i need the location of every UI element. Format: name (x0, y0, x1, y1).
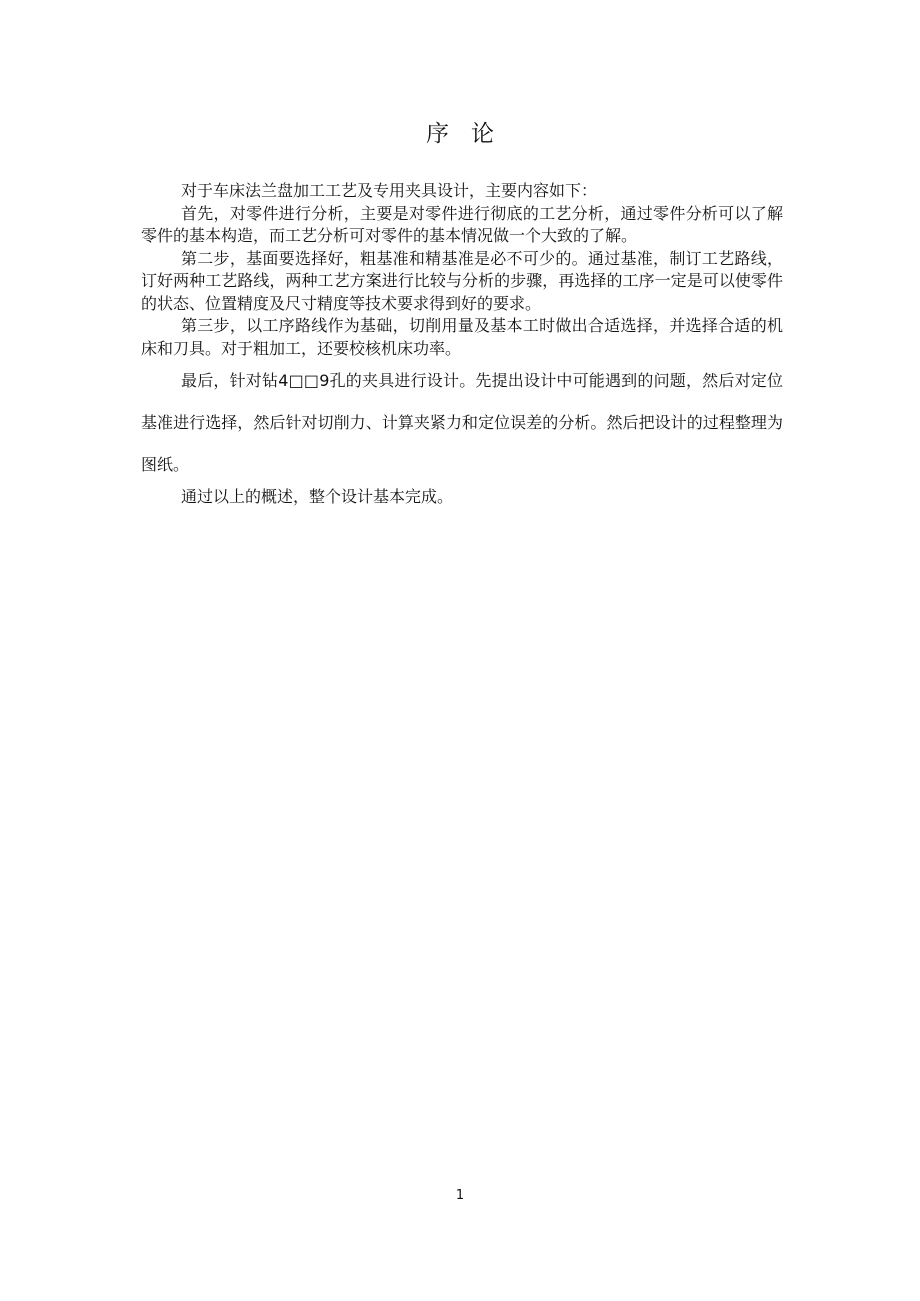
document-body (141, 180, 783, 509)
page-number: 1 (455, 1188, 465, 1203)
paragraph-step-one: 首先，对零件进行分析，主要是对零件进行彻底的工艺分析，通过零件分析可以了解零件的基本构造，而工艺分析可对零件的基本情况做一个大致的了解。 (141, 203, 783, 245)
paragraph-conclusion: 通过以上的概述，整个设计基本完成。 (181, 487, 454, 506)
paragraph-step-three: 第三步，以工序路线作为基础，切削用量及基本工时做出合适选择，并选择合适的机床和刀具。对于粗加工，还要校核机床功率。 (141, 316, 783, 358)
paragraph-step-two: 第二步，基面要选择好，粗基准和精基准是必不可少的。通过基准，制订工艺路线，订好两种工艺路线，两种工艺方案进行比较与分析的步骤，再选择的工序一定是可以使零件的状态、位置精度及尺寸精度等技术要求得到好的要求。 (141, 248, 783, 313)
page-title: 序论 (426, 121, 516, 147)
paragraph-intro: 对于车床法兰盘加工工艺及专用夹具设计，主要内容如下： (181, 181, 598, 200)
paragraph-final-step: 最后，针对钻4□□9孔的夹具进行设计。先提出设计中可能遇到的问题，然后对定位基准进行选择，然后针对切削力、计算夹紧力和定位误差的分析。然后把设计的过程整理为图纸。 (141, 371, 783, 474)
